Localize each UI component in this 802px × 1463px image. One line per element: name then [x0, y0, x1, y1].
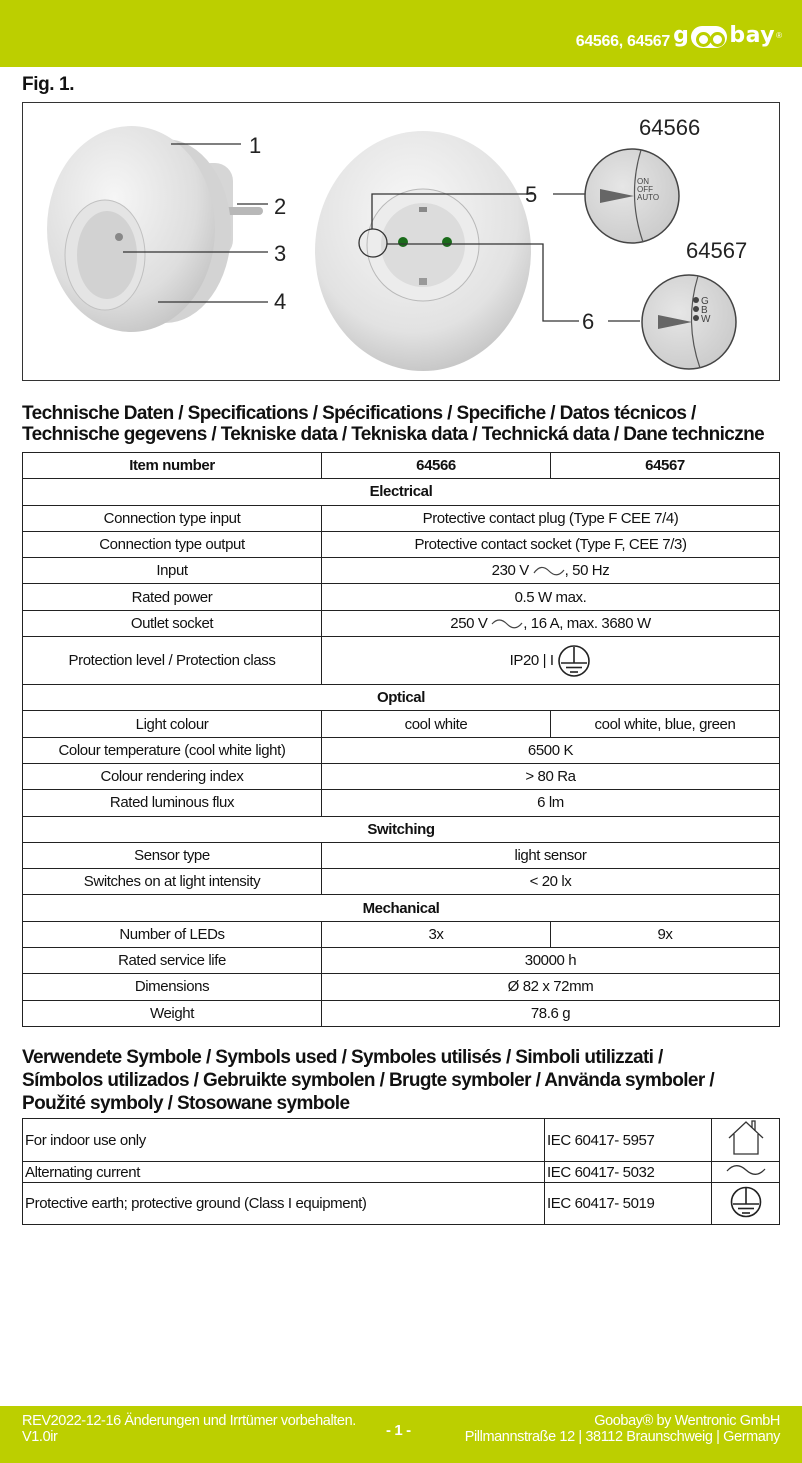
- row-value: [322, 637, 780, 685]
- table-row: [23, 790, 780, 816]
- row-label: Protection level / Protection class: [23, 637, 322, 685]
- svg-text:B: B: [701, 305, 708, 316]
- section-row: [23, 479, 780, 505]
- figure-title: Fig. 1.: [22, 74, 75, 95]
- row-value-64566: cool white: [322, 711, 551, 737]
- input-frequency: , 50 Hz: [564, 562, 610, 580]
- table-header-row: [23, 453, 780, 479]
- row-label: Light colour: [23, 711, 322, 737]
- version-label: V1.0ir: [22, 1429, 58, 1445]
- symbol-description: For indoor use only: [23, 1119, 545, 1162]
- logo-letter-g: g: [673, 22, 690, 48]
- row-value: 78.6 g: [322, 1000, 780, 1026]
- callout-1: 1: [249, 133, 262, 158]
- ac-sine-icon: [491, 618, 523, 630]
- mode-switch-64566: [585, 149, 679, 243]
- row-label: Weight: [23, 1000, 322, 1026]
- registered-mark: ®: [776, 30, 782, 40]
- symbol-code: IEC 60417- 5019: [545, 1183, 712, 1225]
- model-label-64567: 64567: [686, 238, 748, 263]
- row-value: light sensor: [322, 842, 780, 868]
- row-value: 6500 K: [322, 737, 780, 763]
- table-row: [23, 505, 780, 531]
- outlet-rating: , 16 A, max. 3680 W: [523, 614, 651, 632]
- row-value: [322, 610, 780, 636]
- table-row: [23, 974, 780, 1000]
- revision-note: REV2022-12-16 Änderungen und Irrtümer vorbehalten.: [22, 1413, 356, 1429]
- section-optical: Optical: [23, 685, 780, 711]
- product-illustration: [23, 103, 779, 380]
- row-label: Input: [23, 558, 322, 584]
- ac-sine-icon: [533, 565, 565, 577]
- device-side-view: [47, 126, 268, 332]
- table-row: [23, 1162, 780, 1183]
- table-row: [23, 637, 780, 685]
- symbols-heading: [22, 1046, 714, 1115]
- row-label: Number of LEDs: [23, 921, 322, 947]
- symbols-heading-line1: Verwendete Symbole / Symbols used / Symboles utilisés / Simboli utilizzati /: [22, 1047, 663, 1068]
- row-label: Switches on at light intensity: [23, 869, 322, 895]
- logo-bubble-icon: [691, 26, 727, 48]
- model-label-64566: 64566: [639, 115, 701, 140]
- symbol-description: Alternating current: [23, 1162, 545, 1183]
- row-label: Sensor type: [23, 842, 322, 868]
- logo-letters-bay: bay: [729, 22, 776, 48]
- svg-text:AUTO: AUTO: [637, 193, 660, 202]
- device-front-view: [315, 131, 579, 371]
- row-value: < 20 lx: [322, 869, 780, 895]
- header-item-number: Item number: [23, 453, 322, 479]
- header-model-numbers: 64566, 64567: [575, 33, 670, 50]
- section-row: [23, 895, 780, 921]
- footer-company: [465, 1413, 780, 1445]
- section-switching: Switching: [23, 816, 780, 842]
- row-value: 6 lm: [322, 790, 780, 816]
- ac-sine-icon: [725, 1163, 767, 1177]
- company-name: Goobay® by Wentronic GmbH: [594, 1413, 780, 1429]
- table-row: [23, 610, 780, 636]
- section-row: [23, 685, 780, 711]
- table-row: [23, 869, 780, 895]
- table-row: [23, 1000, 780, 1026]
- row-label: Connection type output: [23, 531, 322, 557]
- table-row: [23, 737, 780, 763]
- symbol-icon-cell: [712, 1183, 780, 1225]
- house-icon: [725, 1119, 767, 1157]
- row-value: > 80 Ra: [322, 763, 780, 789]
- table-row: [23, 584, 780, 610]
- row-label: Dimensions: [23, 974, 322, 1000]
- callout-2: 2: [274, 194, 287, 219]
- row-value: Protective contact socket (Type F, CEE 7/3): [322, 531, 780, 557]
- protective-earth-icon: [729, 1185, 763, 1219]
- section-electrical: Electrical: [23, 479, 780, 505]
- symbol-icon-cell: [712, 1119, 780, 1162]
- header-model-64566: 64566: [322, 453, 551, 479]
- section-row: [23, 816, 780, 842]
- row-value: Protective contact plug (Type F CEE 7/4): [322, 505, 780, 531]
- footer-revision: [22, 1413, 356, 1445]
- symbols-table: [22, 1118, 780, 1225]
- product-figure: [22, 102, 780, 381]
- callout-5: 5: [525, 182, 538, 207]
- table-row: [23, 711, 780, 737]
- specifications-table: [22, 452, 780, 1027]
- header-model-64567: 64567: [551, 453, 780, 479]
- row-label: Rated service life: [23, 948, 322, 974]
- row-value-64566: 3x: [322, 921, 551, 947]
- symbol-description: Protective earth; protective ground (Class I equipment): [23, 1183, 545, 1225]
- footer-bar: [0, 1406, 802, 1463]
- table-row: [23, 763, 780, 789]
- table-row: [23, 558, 780, 584]
- company-address: Pillmannstraße 12 | 38112 Braunschweig | Germany: [464, 1429, 780, 1445]
- svg-text:W: W: [701, 314, 711, 325]
- table-row: [23, 948, 780, 974]
- row-label: Colour temperature (cool white light): [23, 737, 322, 763]
- svg-text:OFF: OFF: [637, 185, 653, 194]
- row-label: Connection type input: [23, 505, 322, 531]
- callout-6: 6: [582, 309, 595, 334]
- header-bar: [0, 0, 802, 67]
- symbol-code: IEC 60417- 5957: [545, 1119, 712, 1162]
- input-voltage: 230 V: [491, 562, 529, 580]
- row-label: Colour rendering index: [23, 763, 322, 789]
- table-row: [23, 531, 780, 557]
- row-value: Ø 82 x 72mm: [322, 974, 780, 1000]
- table-row: [23, 1183, 780, 1225]
- callout-3: 3: [274, 241, 287, 266]
- outlet-voltage: 250 V: [450, 614, 488, 632]
- table-row: [23, 921, 780, 947]
- section-mechanical: Mechanical: [23, 895, 780, 921]
- color-switch-64567: [642, 275, 736, 369]
- row-label: Rated power: [23, 584, 322, 610]
- protective-earth-icon: [557, 644, 591, 678]
- goobay-logo: [673, 20, 782, 50]
- row-value: [322, 558, 780, 584]
- specifications-heading-line2: Technische gegevens / Tekniske data / Tekniska data / Technická data / Dane techniczne: [22, 424, 765, 445]
- row-value-64567: cool white, blue, green: [551, 711, 780, 737]
- table-row: [23, 1119, 780, 1162]
- row-label: Rated luminous flux: [23, 790, 322, 816]
- specifications-heading-line1: Technische Daten / Specifications / Spécifications / Specifiche / Datos técnicos /: [22, 403, 696, 424]
- specifications-heading: [22, 403, 764, 445]
- page-number: - 1 -: [386, 1422, 411, 1439]
- protection-value: IP20 | I: [509, 651, 554, 669]
- symbol-code: IEC 60417- 5032: [545, 1162, 712, 1183]
- row-label: Outlet socket: [23, 610, 322, 636]
- callout-4: 4: [274, 289, 287, 314]
- row-value-64567: 9x: [551, 921, 780, 947]
- svg-text:G: G: [701, 296, 709, 307]
- row-value: 30000 h: [322, 948, 780, 974]
- row-value: 0.5 W max.: [322, 584, 780, 610]
- symbols-heading-line2: Símbolos utilizados / Gebruikte symbolen / Brugte symboler / Använda symboler /: [22, 1070, 715, 1091]
- symbols-heading-line3: Použité symboly / Stosowane symbole: [22, 1093, 350, 1114]
- table-row: [23, 842, 780, 868]
- svg-text:ON: ON: [637, 177, 649, 186]
- symbol-icon-cell: [712, 1162, 780, 1183]
